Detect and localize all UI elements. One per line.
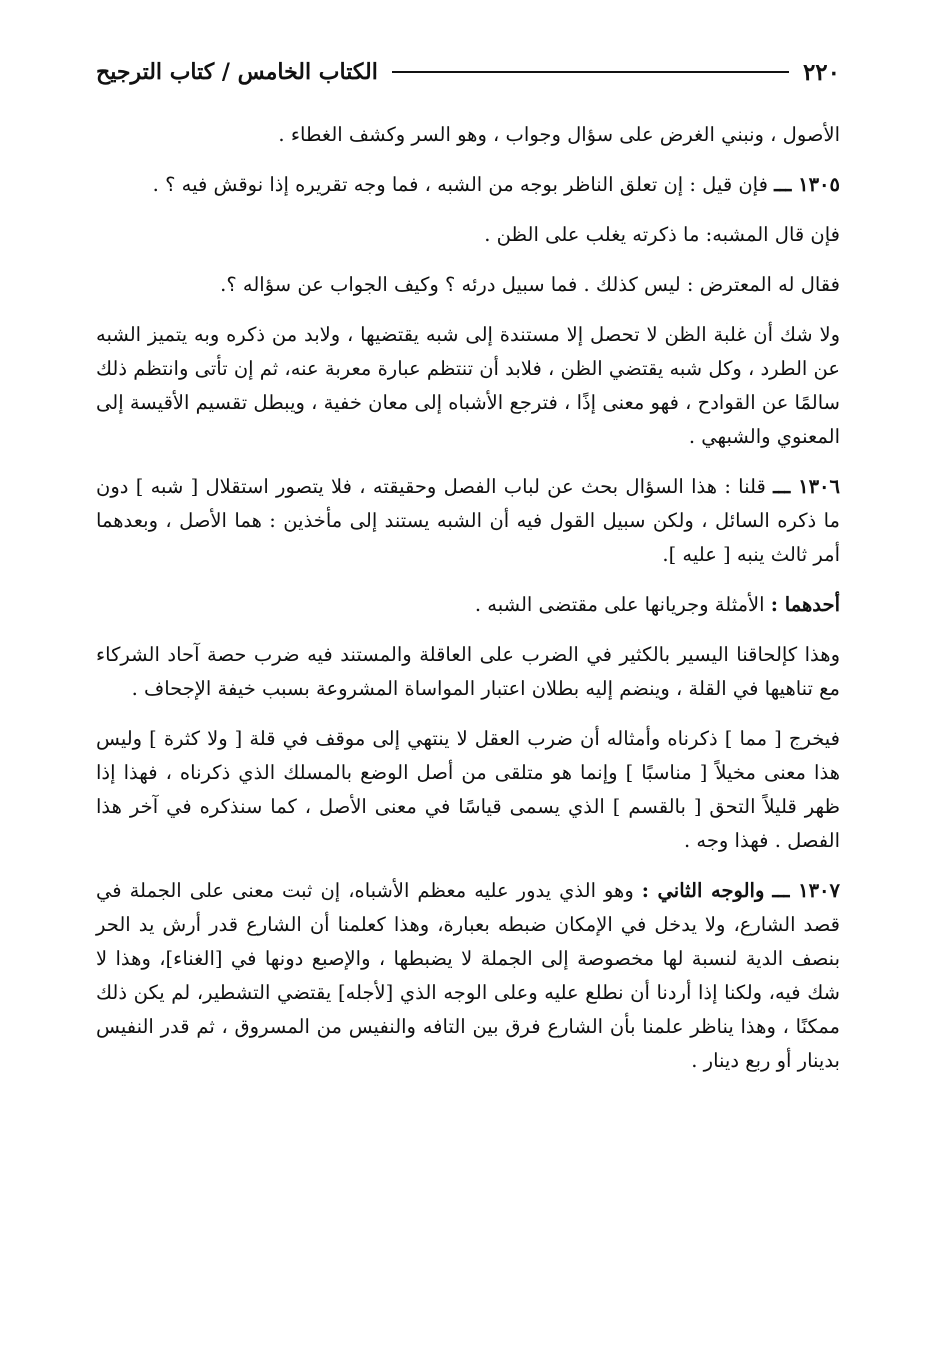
- paragraph: [96, 874, 840, 1078]
- paragraph-text: ولا شك أن غلبة الظن لا تحصل إلا مستندة إلى شبه يقتضيها ، ولابد من ذكره وبه يتميز الشبه عن الطرد ، وكل شبه يقتضي الظن ، فلابد أن تنتظم عبارة معربة عنه، ثم إن تأتى وانتظم ذلك سالمًا عن القوادح ، فهو معنى إذًا ، فترجع الأشباه إلى معان خفية ، ويبطل تقسيم الأقيسة إلى المعنوي والشبهي .: [96, 323, 840, 448]
- paragraph-text: الأمثلة وجريانها على مقتضى الشبه .: [474, 593, 765, 616]
- paragraph: [96, 218, 840, 252]
- paragraph-lead: والوجه الثاني :: [641, 879, 765, 902]
- paragraph-text: فإن قال المشبه: ما ذكرته يغلب على الظن .: [484, 223, 840, 246]
- paragraph-text: وهذا كإلحاقنا اليسير بالكثير في الضرب على العاقلة والمستند فيه ضرب حصة آحاد الشركاء مع تناهيها في القلة ، وينضم إليه بطلان اعتبار المواساة المشروعة بسبب خيفة الإجحاف .: [96, 643, 840, 700]
- paragraph-number: ١٣٠٥ ـــ: [774, 173, 840, 196]
- paragraph: [96, 588, 840, 622]
- paragraph-text: الأصول ، ونبني الغرض على سؤال وجواب ، وهو السر وكشف الغطاء .: [278, 123, 840, 146]
- paragraph: [96, 638, 840, 706]
- paragraph-text: فإن قيل : إن تعلق الناظر بوجه من الشبه ، فما وجه تقريره إذا نوقش فيه ؟ .: [152, 173, 768, 196]
- paragraph-text: فيخرج [ مما ] ذكرناه وأمثاله أن ضرب العقل لا ينتهي إلى موقف في قلة [ ولا كثرة ] وليس هذا معنى مخيلاً [ مناسبًا ] وإنما هو متلقى من أصل الوضع بالمسلك الذي ذكرناه ، فهذا إذا ظهر قليلاً التحق [ بالقسم ] الذي يسمى قياسًا في معنى الأصل ، كما سنذكره في آخر هذا الفصل . فهذا وجه .: [96, 727, 840, 852]
- paragraph: [96, 722, 840, 858]
- paragraph-text: فقال له المعترض : ليس كذلك . فما سبيل درئه ؟ وكيف الجواب عن سؤاله ؟.: [220, 273, 840, 296]
- paragraph-number: ١٣٠٧ ـــ: [772, 879, 840, 902]
- paragraph: [96, 168, 840, 202]
- paragraph: [96, 118, 840, 152]
- header-rule: [392, 71, 789, 73]
- paragraph-text: وهو الذي يدور عليه معظم الأشباه، إن ثبت معنى على الجملة في قصد الشارع، ولا يدخل في الإمكان ضبطه بعبارة، وهذا كعلمنا أن الشارع قدر أرش يد الحر بنصف الدية لنسبة لها مخصوصة إلى الجملة لا يضبطها ، والإصبع دونها في [الغناء]، وهذا لا شك فيه، ولكنا إذا أردنا أن نطلع عليه وعلى الوجه الذي [لأجله] يقتضي التشطير، لم يكن ذلك ممكنًا ، وهذا يناظر علمنا بأن الشارع فرق بين التافه والنفيس من المسروق ، ثم قدر النفيس بدينار أو ربع دينار .: [96, 879, 840, 1072]
- paragraph: [96, 268, 840, 302]
- paragraph-text: قلنا : هذا السؤال بحث عن لباب الفصل وحقيقته ، فلا يتصور استقلال [ شبه ] دون ما ذكره السائل ، ولكن سبيل القول فيه أن الشبه يستند إلى مأخذين : هما الأصل ، وبعدهما أمر ثالث ينبه [ عليه ].: [96, 475, 840, 566]
- paragraph-number: ١٣٠٦ ـــ: [773, 475, 840, 498]
- paragraph: [96, 318, 840, 454]
- paragraph: [96, 470, 840, 572]
- body-text: [96, 118, 840, 1092]
- paragraph-lead: أحدهما :: [770, 593, 840, 616]
- page-number: ٢٢٠: [802, 58, 840, 86]
- running-title: الكتاب الخامس / كتاب الترجيح: [96, 59, 378, 85]
- page-header: [96, 52, 840, 92]
